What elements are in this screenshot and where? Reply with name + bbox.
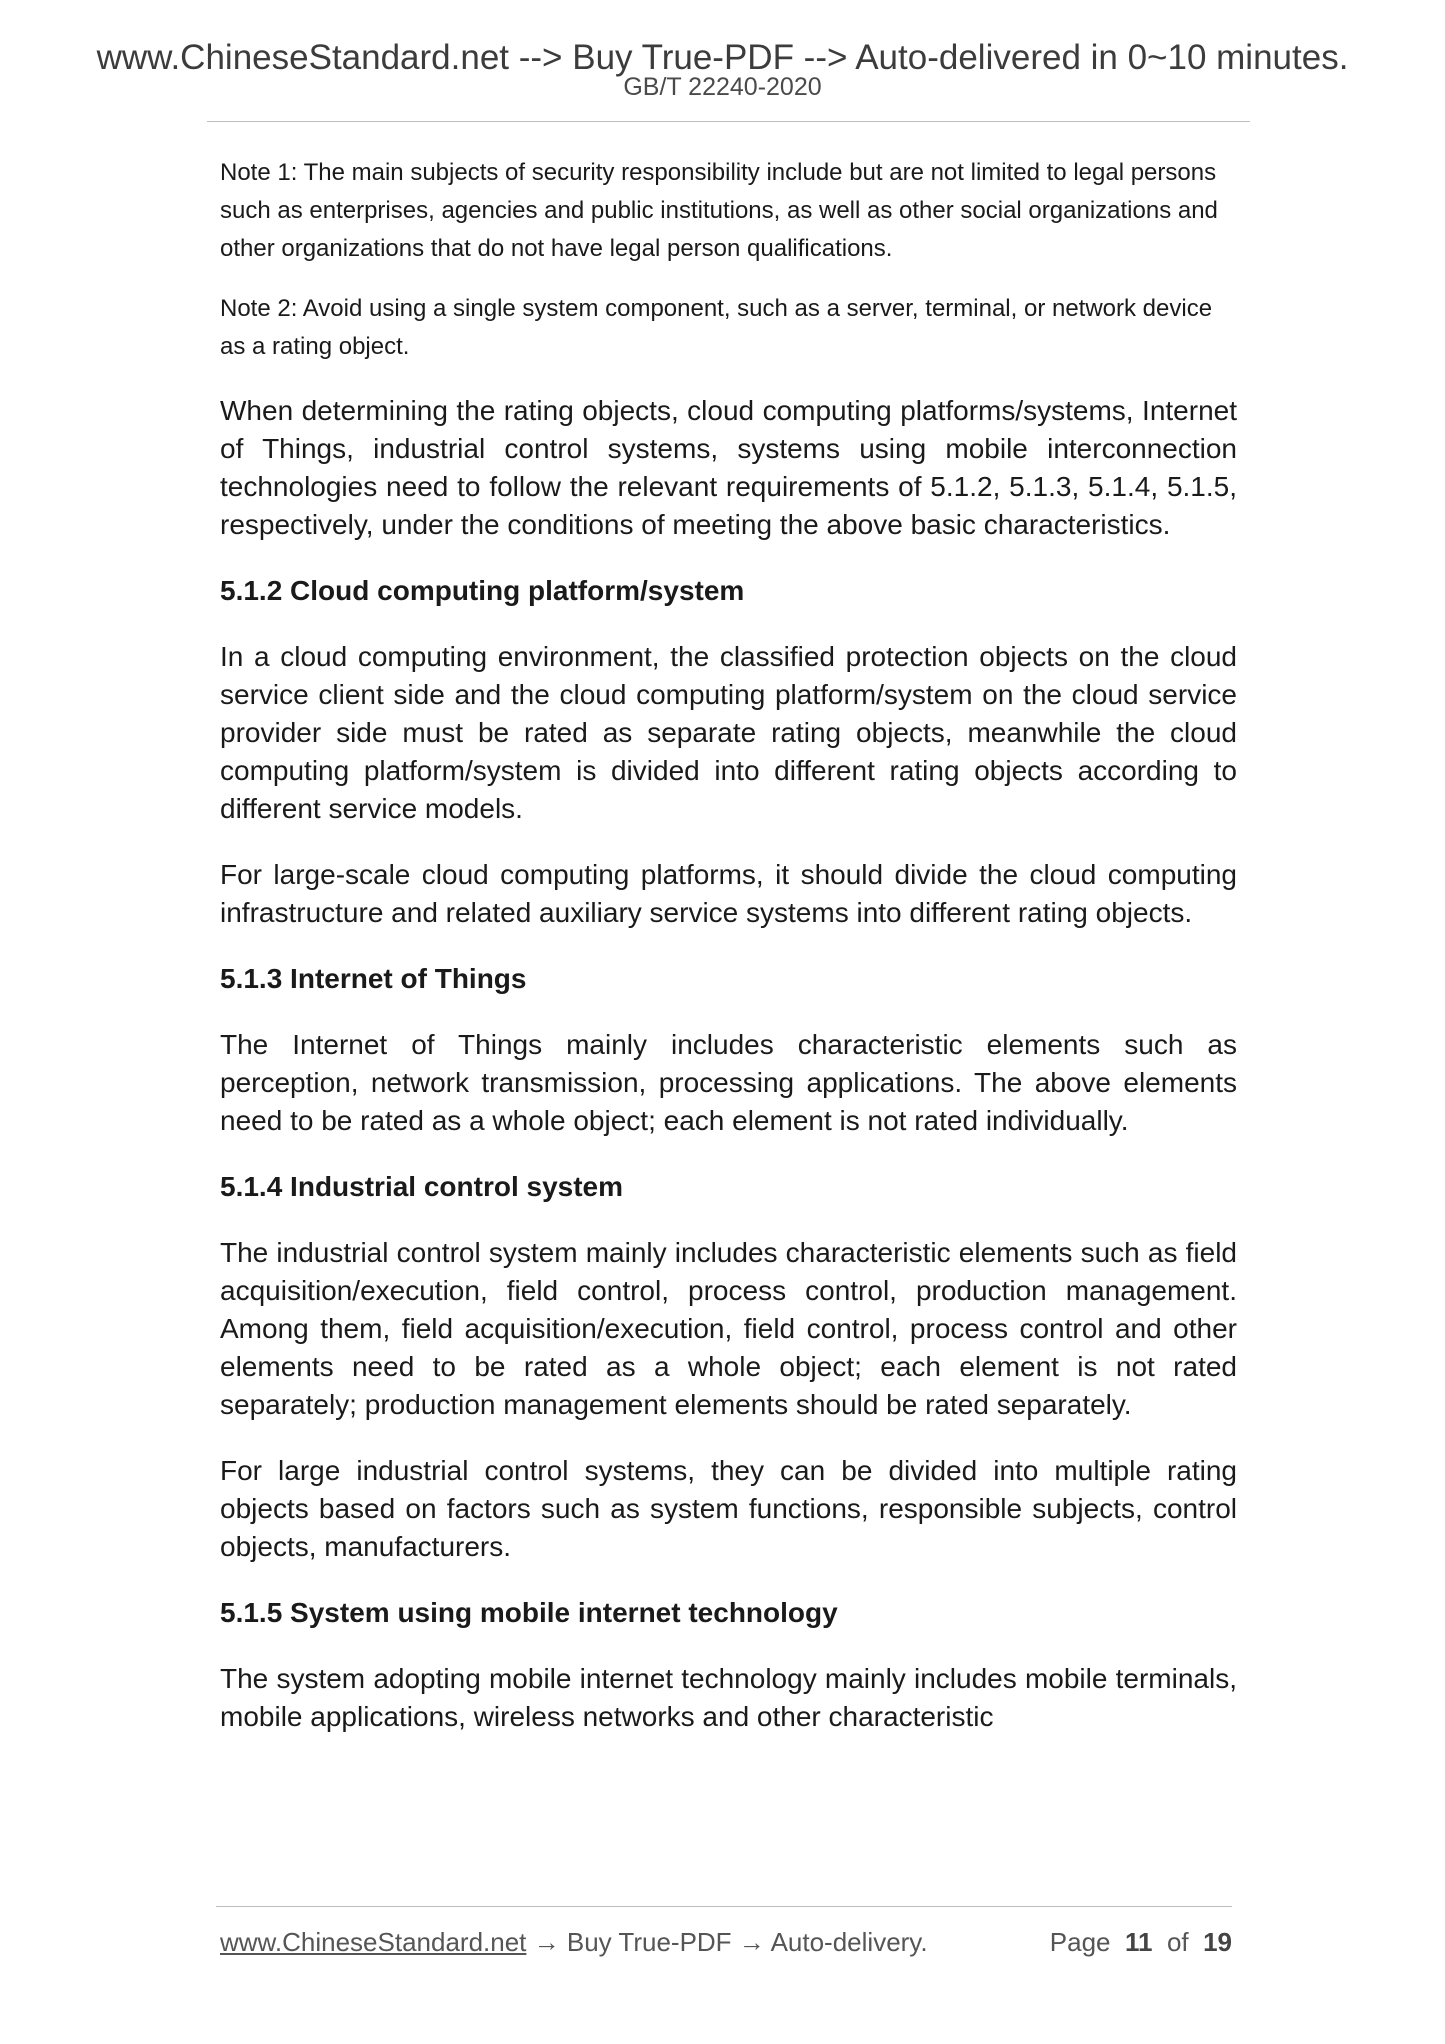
section-heading-5-1-3: 5.1.3 Internet of Things [220,963,527,994]
note-2: Note 2: Avoid using a single system component, such as a server, terminal, or network device as a rating object. [220,295,1213,360]
note-1: Note 1: The main subjects of security responsibility include but are not limited to legal persons such as enterprises, agencies and public institutions, as well as other social organizations and other organizations that do not have legal person qualifications. [220,159,1218,262]
intro-paragraph: When determining the rating objects, cloud computing platforms/systems, Internet of Things, industrial control systems, systems using mobile interconnection technologies need to follow the relevant requirements of 5.1.2, 5.1.3, 5.1.4, 5.1.5, respectively, under the conditions of meeting the above basic characteristics. [220,395,1237,540]
total-pages: 19 [1203,1927,1232,1957]
section-heading-5-1-5: 5.1.5 System using mobile internet technology [220,1597,838,1628]
section-5-1-2-paragraph-1: In a cloud computing environment, the classified protection objects on the cloud service client side and the cloud computing platform/system on the cloud service provider side must be rated as separate rating objects, meanwhile the cloud computing platform/system is divided into different rating objects according to different service models. [220,641,1237,824]
section-5-1-5-paragraph-1: The system adopting mobile internet technology mainly includes mobile terminals, mobile applications, wireless networks and other characteristic [220,1663,1237,1732]
section-5-1-4-paragraph-1: The industrial control system mainly includes characteristic elements such as field acquisition/execution, field control, process control, production management. Among them, field acquisition/execution, field control, process control and other elements need to be rated as a whole object; each element is not rated separately; production management elements should be rated separately. [220,1237,1237,1420]
section-5-1-2-paragraph-2: For large-scale cloud computing platforms, it should divide the cloud computing infrastructure and related auxiliary service systems into different rating objects. [220,859,1237,928]
section-5-1-4-paragraph-2: For large industrial control systems, they can be divided into multiple rating objects based on factors such as system functions, responsible subjects, control objects, manufacturers. [220,1455,1237,1562]
page-label: Page [1049,1927,1111,1957]
footer-promo [220,1925,928,1959]
current-page-number: 11 [1124,1927,1153,1957]
page-indicator [1050,1925,1232,1959]
footer-promo-text: → Buy True-PDF → Auto-delivery. [526,1927,928,1957]
page-content [220,154,1237,1764]
section-5-1-3-paragraph-1: The Internet of Things mainly includes characteristic elements such as perception, network transmission, processing applications. The above elements need to be rated as a whole object; each element is not rated individually. [220,1029,1237,1136]
section-heading-5-1-2: 5.1.2 Cloud computing platform/system [220,575,745,606]
section-heading-5-1-4: 5.1.4 Industrial control system [220,1171,624,1202]
standard-code: GB/T 22240-2020 [623,73,822,101]
header-divider [207,121,1250,122]
site-banner: www.ChineseStandard.net --> Buy True-PDF --> Auto-delivered in 0~10 minutes. [96,38,1349,77]
footer-divider [216,1906,1232,1907]
footer-site-link[interactable]: www.ChineseStandard.net [220,1927,527,1957]
of-label: of [1166,1927,1189,1957]
